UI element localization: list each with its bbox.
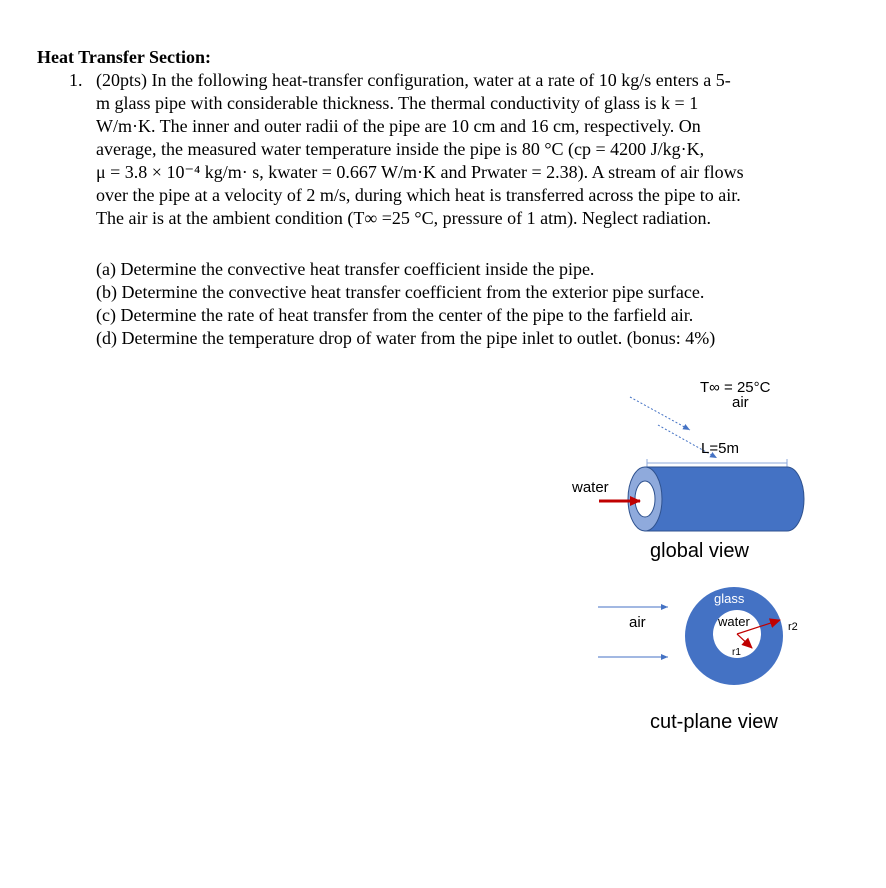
global-view-label: global view (650, 540, 749, 562)
part-a: (a) Determine the convective heat transfer coefficient inside the pipe. (96, 259, 595, 279)
problem-line-5: μ = 3.8 × 10⁻⁴ kg/m· s, kwater = 0.667 W/m·K and Prwater = 2.38). A stream of air flows (96, 162, 744, 182)
part-d: (d) Determine the temperature drop of water from the pipe inlet to outlet. (bonus: 4%) (96, 328, 716, 348)
part-c: (c) Determine the rate of heat transfer from the center of the pipe to the farfield air. (96, 305, 694, 325)
problem-line-7: The air is at the ambient condition (T∞ =25 °C, pressure of 1 atm). Neglect radiation. (96, 208, 712, 228)
r1-label: r1 (732, 647, 741, 658)
cut-plane-view-label: cut-plane view (650, 711, 778, 733)
air-top-label: air (732, 394, 749, 411)
problem-number: 1. (69, 70, 83, 90)
section-heading: Heat Transfer Section: (37, 47, 211, 67)
problem-line-4: average, the measured water temperature inside the pipe is 80 °C (cp = 4200 J/kg·K, (96, 139, 705, 159)
part-b: (b) Determine the convective heat transfer coefficient from the exterior pipe surface. (96, 282, 705, 302)
r2-label: r2 (788, 621, 798, 633)
problem-line-1: (20pts) In the following heat-transfer configuration, water at a rate of 10 kg/s enters a 5- (96, 70, 731, 90)
problem-line-2: m glass pipe with considerable thickness. The thermal conductivity of glass is k = 1 (96, 93, 699, 113)
t-inf-label: T∞ = 25°C (700, 379, 771, 396)
water-cut-label: water (718, 614, 750, 629)
pipe-inner-bore (635, 481, 655, 517)
water-inlet-label: water (572, 479, 609, 496)
glass-label: glass (714, 591, 745, 606)
air-flow-arrow-upper (630, 397, 690, 430)
pipe-body (645, 467, 804, 531)
problem-line-3: W/m·K. The inner and outer radii of the pipe are 10 cm and 16 cm, respectively. On (96, 116, 701, 136)
length-label: L=5m (701, 440, 739, 457)
problem-line-6: over the pipe at a velocity of 2 m/s, during which heat is transferred across the pipe to air. (96, 185, 741, 205)
air-cut-label: air (629, 614, 646, 631)
